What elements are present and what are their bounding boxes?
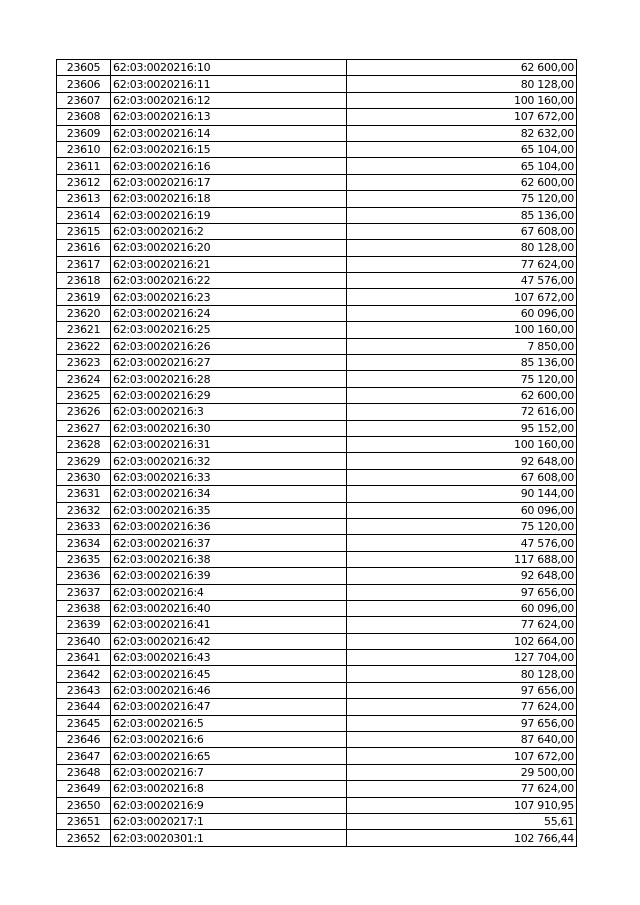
table-row — [57, 551, 577, 567]
table-row — [57, 486, 577, 502]
cadastral-number-cell: 62:03:0020216:3 — [111, 404, 347, 420]
cadastral-value-cell: 107 910,95 — [347, 797, 577, 813]
row-number-cell: 23610 — [57, 141, 111, 157]
cadastral-number-cell: 62:03:0020216:41 — [111, 617, 347, 633]
row-number-cell: 23614 — [57, 207, 111, 223]
cadastral-number-cell: 62:03:0020216:39 — [111, 568, 347, 584]
table-row — [57, 584, 577, 600]
cadastral-number-cell: 62:03:0020216:29 — [111, 387, 347, 403]
cadastral-number-cell: 62:03:0020216:45 — [111, 666, 347, 682]
cadastral-number-cell: 62:03:0020216:2 — [111, 223, 347, 239]
cadastral-number-cell: 62:03:0020216:18 — [111, 191, 347, 207]
cadastral-value-cell: 77 624,00 — [347, 617, 577, 633]
cadastral-number-cell: 62:03:0020216:37 — [111, 535, 347, 551]
cadastral-number-cell: 62:03:0020216:12 — [111, 92, 347, 108]
cadastral-number-cell: 62:03:0020216:31 — [111, 436, 347, 452]
table-body — [57, 60, 577, 847]
table-row — [57, 371, 577, 387]
row-number-cell: 23642 — [57, 666, 111, 682]
row-number-cell: 23621 — [57, 322, 111, 338]
row-number-cell: 23649 — [57, 781, 111, 797]
row-number-cell: 23637 — [57, 584, 111, 600]
row-number-cell: 23634 — [57, 535, 111, 551]
cadastral-value-cell: 75 120,00 — [347, 371, 577, 387]
cadastral-number-cell: 62:03:0020216:13 — [111, 109, 347, 125]
cadastral-value-cell: 107 672,00 — [347, 748, 577, 764]
cadastral-value-cell: 100 160,00 — [347, 436, 577, 452]
cadastral-value-cell: 80 128,00 — [347, 240, 577, 256]
cadastral-value-cell: 72 616,00 — [347, 404, 577, 420]
cadastral-number-cell: 62:03:0020216:43 — [111, 650, 347, 666]
row-number-cell: 23633 — [57, 518, 111, 534]
row-number-cell: 23619 — [57, 289, 111, 305]
cadastral-number-cell: 62:03:0020216:15 — [111, 141, 347, 157]
table-row — [57, 797, 577, 813]
row-number-cell: 23622 — [57, 338, 111, 354]
cadastral-value-cell: 7 850,00 — [347, 338, 577, 354]
row-number-cell: 23613 — [57, 191, 111, 207]
cadastral-value-cell: 90 144,00 — [347, 486, 577, 502]
cadastral-value-cell: 62 600,00 — [347, 60, 577, 76]
row-number-cell: 23648 — [57, 764, 111, 780]
cadastral-number-cell: 62:03:0020216:23 — [111, 289, 347, 305]
table-row — [57, 387, 577, 403]
row-number-cell: 23624 — [57, 371, 111, 387]
row-number-cell: 23646 — [57, 732, 111, 748]
row-number-cell: 23627 — [57, 420, 111, 436]
cadastral-number-cell: 62:03:0020216:46 — [111, 682, 347, 698]
row-number-cell: 23608 — [57, 109, 111, 125]
table-row — [57, 141, 577, 157]
table-row — [57, 92, 577, 108]
table-row — [57, 207, 577, 223]
row-number-cell: 23609 — [57, 125, 111, 141]
cadastral-value-cell: 75 120,00 — [347, 518, 577, 534]
cadastral-value-cell: 55,61 — [347, 813, 577, 829]
table-row — [57, 125, 577, 141]
cadastral-number-cell: 62:03:0020216:32 — [111, 453, 347, 469]
table-row — [57, 322, 577, 338]
cadastral-value-cell: 80 128,00 — [347, 76, 577, 92]
cadastral-number-cell: 62:03:0020216:42 — [111, 633, 347, 649]
cadastral-number-cell: 62:03:0020301:1 — [111, 830, 347, 846]
cadastral-value-cell: 62 600,00 — [347, 387, 577, 403]
table-row — [57, 535, 577, 551]
cadastral-value-cell: 102 766,44 — [347, 830, 577, 846]
cadastral-number-cell: 62:03:0020216:19 — [111, 207, 347, 223]
row-number-cell: 23615 — [57, 223, 111, 239]
cadastral-value-cell: 117 688,00 — [347, 551, 577, 567]
cadastral-number-cell: 62:03:0020216:34 — [111, 486, 347, 502]
table-row — [57, 748, 577, 764]
cadastral-value-cell: 97 656,00 — [347, 584, 577, 600]
cadastral-number-cell: 62:03:0020216:35 — [111, 502, 347, 518]
row-number-cell: 23605 — [57, 60, 111, 76]
table-row — [57, 420, 577, 436]
table-row — [57, 732, 577, 748]
table-row — [57, 289, 577, 305]
row-number-cell: 23632 — [57, 502, 111, 518]
row-number-cell: 23618 — [57, 273, 111, 289]
table-row — [57, 781, 577, 797]
row-number-cell: 23652 — [57, 830, 111, 846]
cadastral-number-cell: 62:03:0020216:36 — [111, 518, 347, 534]
cadastral-number-cell: 62:03:0020216:30 — [111, 420, 347, 436]
table-row — [57, 453, 577, 469]
table-row — [57, 666, 577, 682]
row-number-cell: 23626 — [57, 404, 111, 420]
cadastral-number-cell: 62:03:0020216:24 — [111, 305, 347, 321]
row-number-cell: 23611 — [57, 158, 111, 174]
table-row — [57, 355, 577, 371]
table-row — [57, 76, 577, 92]
cadastral-value-cell: 100 160,00 — [347, 92, 577, 108]
cadastral-number-cell: 62:03:0020216:25 — [111, 322, 347, 338]
cadastral-value-cell: 92 648,00 — [347, 568, 577, 584]
cadastral-value-cell: 127 704,00 — [347, 650, 577, 666]
table-row — [57, 600, 577, 616]
cadastral-value-cell: 77 624,00 — [347, 699, 577, 715]
table-row — [57, 813, 577, 829]
table-row — [57, 60, 577, 76]
cadastral-value-cell: 97 656,00 — [347, 715, 577, 731]
cadastral-number-cell: 62:03:0020216:6 — [111, 732, 347, 748]
cadastral-value-cell: 107 672,00 — [347, 289, 577, 305]
row-number-cell: 23617 — [57, 256, 111, 272]
table-row — [57, 715, 577, 731]
cadastral-value-cell: 62 600,00 — [347, 174, 577, 190]
row-number-cell: 23623 — [57, 355, 111, 371]
cadastral-value-cell: 60 096,00 — [347, 600, 577, 616]
row-number-cell: 23625 — [57, 387, 111, 403]
cadastral-number-cell: 62:03:0020216:40 — [111, 600, 347, 616]
row-number-cell: 23638 — [57, 600, 111, 616]
cadastral-number-cell: 62:03:0020216:38 — [111, 551, 347, 567]
cadastral-value-cell: 77 624,00 — [347, 256, 577, 272]
table-row — [57, 764, 577, 780]
cadastral-value-cell: 60 096,00 — [347, 502, 577, 518]
cadastral-value-cell: 47 576,00 — [347, 273, 577, 289]
row-number-cell: 23630 — [57, 469, 111, 485]
cadastral-value-table — [56, 59, 577, 847]
row-number-cell: 23643 — [57, 682, 111, 698]
row-number-cell: 23636 — [57, 568, 111, 584]
table-row — [57, 830, 577, 846]
cadastral-number-cell: 62:03:0020216:16 — [111, 158, 347, 174]
table-row — [57, 699, 577, 715]
cadastral-number-cell: 62:03:0020216:17 — [111, 174, 347, 190]
cadastral-value-cell: 95 152,00 — [347, 420, 577, 436]
cadastral-value-cell: 65 104,00 — [347, 158, 577, 174]
row-number-cell: 23616 — [57, 240, 111, 256]
table-row — [57, 240, 577, 256]
table-row — [57, 518, 577, 534]
cadastral-value-cell: 65 104,00 — [347, 141, 577, 157]
cadastral-value-cell: 60 096,00 — [347, 305, 577, 321]
cadastral-value-cell: 77 624,00 — [347, 781, 577, 797]
table-row — [57, 502, 577, 518]
row-number-cell: 23647 — [57, 748, 111, 764]
cadastral-number-cell: 62:03:0020216:4 — [111, 584, 347, 600]
table-row — [57, 223, 577, 239]
table-row — [57, 174, 577, 190]
cadastral-value-cell: 102 664,00 — [347, 633, 577, 649]
table-row — [57, 338, 577, 354]
cadastral-number-cell: 62:03:0020216:11 — [111, 76, 347, 92]
cadastral-value-cell: 67 608,00 — [347, 223, 577, 239]
row-number-cell: 23639 — [57, 617, 111, 633]
cadastral-number-cell: 62:03:0020217:1 — [111, 813, 347, 829]
table-row — [57, 273, 577, 289]
cadastral-value-cell: 75 120,00 — [347, 191, 577, 207]
cadastral-number-cell: 62:03:0020216:47 — [111, 699, 347, 715]
table-row — [57, 568, 577, 584]
cadastral-number-cell: 62:03:0020216:8 — [111, 781, 347, 797]
row-number-cell: 23640 — [57, 633, 111, 649]
row-number-cell: 23629 — [57, 453, 111, 469]
cadastral-value-cell: 97 656,00 — [347, 682, 577, 698]
table-row — [57, 650, 577, 666]
row-number-cell: 23641 — [57, 650, 111, 666]
table-row — [57, 191, 577, 207]
table-row — [57, 682, 577, 698]
cadastral-value-cell: 107 672,00 — [347, 109, 577, 125]
row-number-cell: 23635 — [57, 551, 111, 567]
table-row — [57, 436, 577, 452]
row-number-cell: 23606 — [57, 76, 111, 92]
cadastral-number-cell: 62:03:0020216:5 — [111, 715, 347, 731]
table-row — [57, 158, 577, 174]
table-row — [57, 109, 577, 125]
cadastral-value-cell: 92 648,00 — [347, 453, 577, 469]
cadastral-value-cell: 85 136,00 — [347, 355, 577, 371]
cadastral-number-cell: 62:03:0020216:26 — [111, 338, 347, 354]
cadastral-number-cell: 62:03:0020216:22 — [111, 273, 347, 289]
row-number-cell: 23607 — [57, 92, 111, 108]
table-row — [57, 305, 577, 321]
cadastral-value-cell: 85 136,00 — [347, 207, 577, 223]
cadastral-value-cell: 100 160,00 — [347, 322, 577, 338]
row-number-cell: 23650 — [57, 797, 111, 813]
cadastral-number-cell: 62:03:0020216:33 — [111, 469, 347, 485]
cadastral-number-cell: 62:03:0020216:65 — [111, 748, 347, 764]
cadastral-number-cell: 62:03:0020216:9 — [111, 797, 347, 813]
cadastral-number-cell: 62:03:0020216:28 — [111, 371, 347, 387]
row-number-cell: 23644 — [57, 699, 111, 715]
row-number-cell: 23631 — [57, 486, 111, 502]
cadastral-number-cell: 62:03:0020216:7 — [111, 764, 347, 780]
cadastral-value-cell: 80 128,00 — [347, 666, 577, 682]
cadastral-value-cell: 67 608,00 — [347, 469, 577, 485]
cadastral-value-cell: 47 576,00 — [347, 535, 577, 551]
row-number-cell: 23651 — [57, 813, 111, 829]
cadastral-value-cell: 29 500,00 — [347, 764, 577, 780]
table-row — [57, 404, 577, 420]
table-row — [57, 633, 577, 649]
row-number-cell: 23628 — [57, 436, 111, 452]
cadastral-number-cell: 62:03:0020216:21 — [111, 256, 347, 272]
table-row — [57, 469, 577, 485]
row-number-cell: 23645 — [57, 715, 111, 731]
cadastral-value-cell: 82 632,00 — [347, 125, 577, 141]
row-number-cell: 23612 — [57, 174, 111, 190]
table-row — [57, 256, 577, 272]
row-number-cell: 23620 — [57, 305, 111, 321]
cadastral-number-cell: 62:03:0020216:10 — [111, 60, 347, 76]
cadastral-number-cell: 62:03:0020216:27 — [111, 355, 347, 371]
cadastral-number-cell: 62:03:0020216:14 — [111, 125, 347, 141]
cadastral-number-cell: 62:03:0020216:20 — [111, 240, 347, 256]
table-row — [57, 617, 577, 633]
cadastral-value-cell: 87 640,00 — [347, 732, 577, 748]
